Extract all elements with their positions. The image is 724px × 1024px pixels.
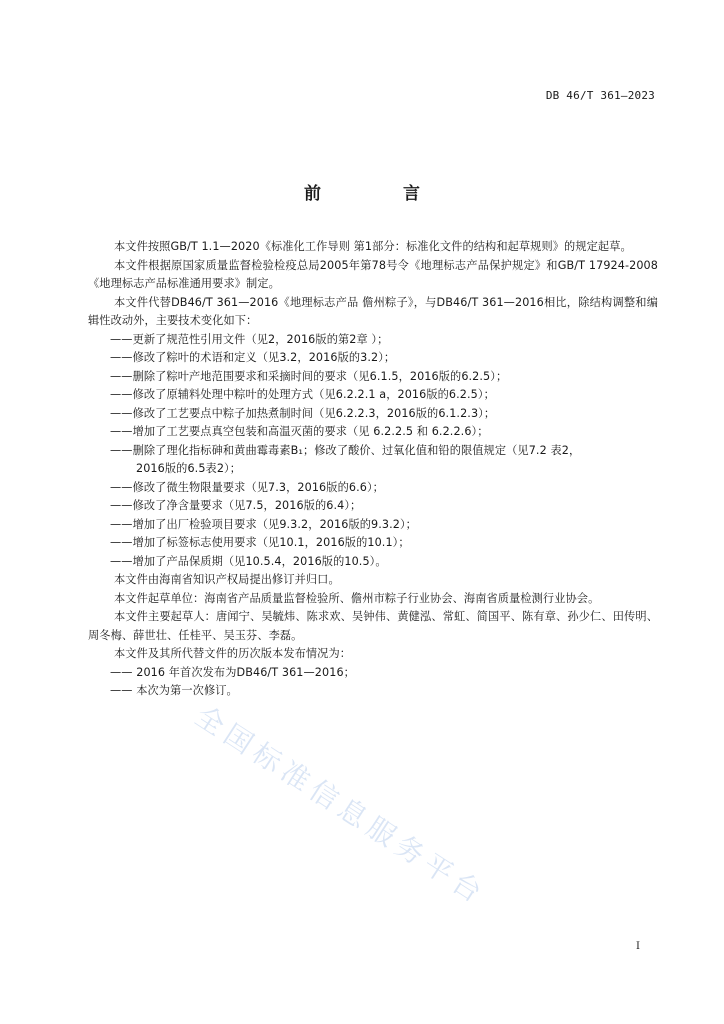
change-item: ——删除了粽叶产地范围要求和采摘时间的要求（见6.1.5，2016版的6.2.5）；	[110, 369, 508, 383]
page-number: I	[636, 941, 640, 952]
change-item: ——修改了工艺要点中粽子加热煮制时间（见6.2.2.3，2016版的6.1.2.3）；	[110, 406, 496, 420]
change-item: ——修改了粽叶的术语和定义（见3.2，2016版的3.2）；	[110, 351, 396, 364]
change-item: ——修改了原辅料处理中粽叶的处理方式（见6.2.2.1 a，2016版的6.2.5）；	[110, 388, 495, 401]
history-item: —— 本次为第一次修订。	[110, 684, 238, 697]
change-item: ——增加了工艺要点真空包装和高温灭菌的要求（见 6.2.2.5 和 6.2.2.6）；	[110, 425, 489, 438]
change-item: ——更新了规范性引用文件（见2，2016版的第2章 ）；	[110, 332, 389, 346]
change-item: ——增加了产品保质期（见10.5.4，2016版的10.5）。	[110, 554, 387, 568]
watermark: 全国标准信息服务平台	[189, 699, 493, 913]
paragraph-drafting-rule: 本文件按照GB/T 1.1—2020《标准化工作导则 第1部分：标准化文件的结构和起草规则》的规定起草。	[114, 240, 632, 253]
paragraph-drafters: 本文件主要起草人：唐闻宁、吴毓炜、陈求欢、吴钟伟、黄健泓、常虹、简国平、陈有章、孙少仁、田传明、周冬梅、薛世壮、任桂平、吴玉芬、李磊。	[88, 610, 658, 642]
history-item: —— 2016 年首次发布为DB46/T 361—2016；	[110, 665, 355, 679]
paragraph-proposer: 本文件由海南省知识产权局提出修订并归口。	[114, 573, 340, 586]
change-item-continuation: 2016版的6.5表2）；	[136, 462, 242, 475]
document-number: DB 46/T 361—2023	[545, 89, 655, 102]
document-body	[88, 238, 658, 701]
paragraph-drafting-units: 本文件起草单位：海南省产品质量监督检验所、儋州市粽子行业协会、海南省质量检测行业协会。	[114, 591, 600, 605]
change-item: ——增加了标签标志使用要求（见10.1，2016版的10.1）；	[110, 536, 410, 549]
change-item: ——增加了出厂检验项目要求（见9.3.2，2016版的9.3.2）；	[110, 517, 417, 531]
section-title: 前 言	[304, 184, 458, 204]
change-item: ——删除了理化指标砷和黄曲霉毒素B₁；修改了酸价、过氧化值和铅的限值规定（见7.2 表2，	[110, 443, 581, 457]
paragraph-basis: 本文件根据原国家质量监督检验检疫总局2005年第78号令《地理标志产品保护规定》和GB/T 17924-2008《地理标志产品标准通用要求》制定。	[88, 258, 658, 290]
change-item: ——修改了微生物限量要求（见7.3，2016版的6.6）；	[110, 480, 384, 494]
paragraph-history-intro: 本文件及其所代替文件的历次版本发布情况为：	[114, 647, 352, 660]
paragraph-replacement: 本文件代替DB46/T 361—2016《地理标志产品 儋州粽子》，与DB46/T 361—2016相比，除结构调整和编辑性改动外，主要技术变化如下：	[88, 295, 658, 327]
change-item: ——修改了净含量要求（见7.5，2016版的6.4）；	[110, 499, 362, 512]
